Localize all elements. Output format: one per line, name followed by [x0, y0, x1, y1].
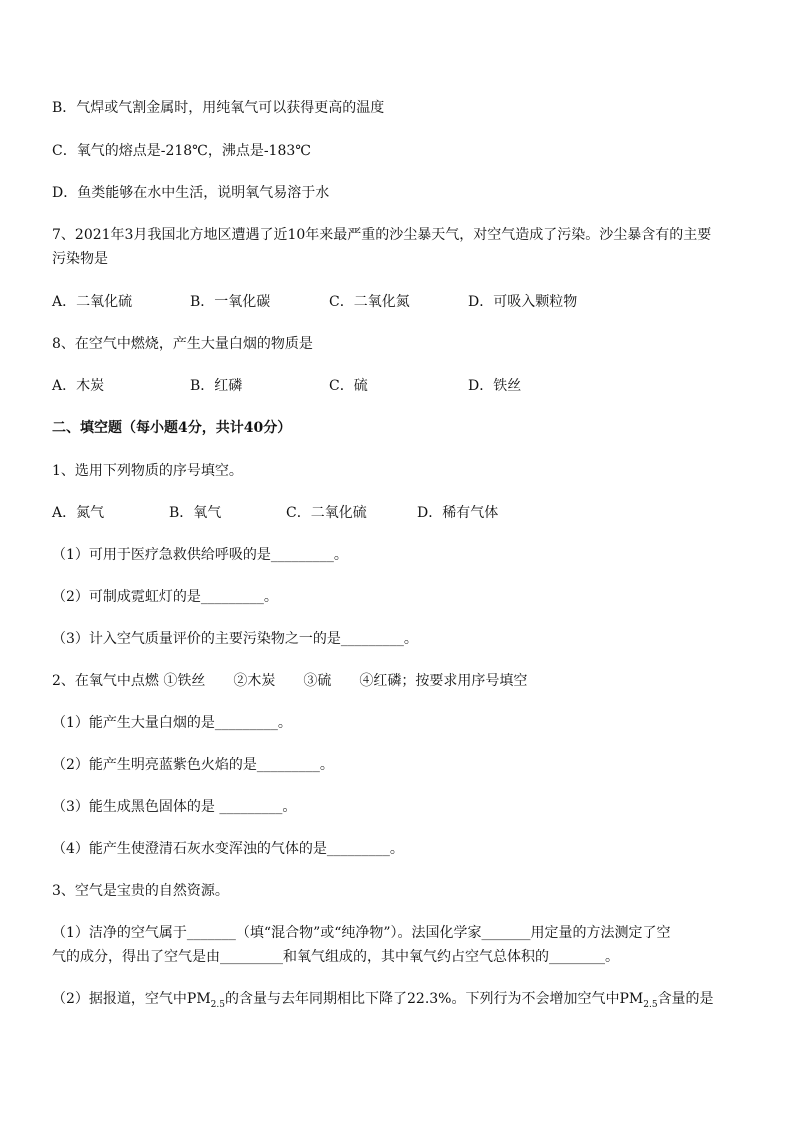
- fill2-sub3: （3）能生成黑色固体的是 _________。: [52, 799, 297, 815]
- fill1-stem: 1、选用下列物质的序号填空。: [52, 463, 243, 479]
- q8-option-d: D．铁丝: [468, 378, 522, 394]
- fill3-sub1-line2: 气的成分，得出了空气是由_________和氧气组成的，其中氧气约占空气总体积的________。: [52, 949, 619, 965]
- fill3-sub2-part1: （2）据报道，空气中PM: [52, 991, 211, 1007]
- fill1-sub2: （2）可制成霓虹灯的是_________。: [52, 589, 278, 605]
- fill1-sub3: （3）计入空气质量评价的主要污染物之一的是_________。: [52, 631, 418, 647]
- q8-option-a: A．木炭: [52, 378, 105, 394]
- fill1-option-a: A．氮气: [52, 505, 105, 521]
- prev-question-option-c: C．氧气的熔点是-218℃，沸点是-183℃: [52, 143, 311, 159]
- q7-option-d: D．可吸入颗粒物: [468, 294, 578, 310]
- fill1-option-d: D．稀有气体: [417, 505, 499, 521]
- q7-option-a: A．二氧化硫: [52, 294, 133, 310]
- q7-options: [52, 292, 754, 312]
- q8-options: [52, 376, 754, 396]
- q7-stem-line1: 7、2021年3月我国北方地区遭遇了近10年来最严重的沙尘暴天气，对空气造成了污染。沙尘暴含有的主要: [52, 227, 712, 243]
- q7-stem-line2: 污染物是: [52, 251, 108, 267]
- fill3-sub2: [52, 989, 754, 1009]
- fill3-stem: 3、空气是宝贵的自然资源。: [52, 883, 229, 899]
- prev-question-option-d: D．鱼类能够在水中生活，说明氧气易溶于水: [52, 185, 330, 201]
- q7-option-c: C．二氧化氮: [329, 294, 410, 310]
- q8-option-c: C．硫: [329, 378, 368, 394]
- fill2-sub4: （4）能产生使澄清石灰水变浑浊的气体的是_________。: [52, 841, 404, 857]
- fill1-option-c: C．二氧化硫: [286, 505, 367, 521]
- fill1-sub1: （1）可用于医疗急救供给呼吸的是_________。: [52, 547, 348, 563]
- fill1-options: [52, 503, 754, 523]
- q8-stem: 8、在空气中燃烧，产生大量白烟的物质是: [52, 336, 313, 352]
- q7-option-b: B．一氧化碳: [190, 294, 271, 310]
- fill3-sub2-part2: 的含量与去年同期相比下降了22.3%。下列行为不会增加空气中PM: [225, 991, 644, 1007]
- q8-option-b: B．红磷: [190, 378, 243, 394]
- fill2-sub2: （2）能产生明亮蓝紫色火焰的是_________。: [52, 757, 334, 773]
- fill3-sub2-subscript2: 2.5: [643, 999, 658, 1010]
- fill1-option-b: B．氧气: [169, 505, 222, 521]
- fill3-sub2-subscript1: 2.5: [210, 999, 225, 1010]
- prev-question-option-b: B．气焊或气割金属时，用纯氧气可以获得更高的温度: [52, 100, 385, 116]
- fill2-sub1: （1）能产生大量白烟的是_________。: [52, 715, 292, 731]
- fill2-stem: 2、在氧气中点燃 ①铁丝 ②木炭 ③硫 ④红磷；按要求用序号填空: [52, 673, 528, 689]
- fill3-sub2-part3: 含量的是: [657, 991, 714, 1007]
- fill3-sub1-line1: （1）洁净的空气属于_______（填“混合物”或“纯净物”）。法国化学家_______用定量的方法测定了空: [52, 925, 671, 941]
- section2-title: 二、填空题（每小题4分，共计40分）: [52, 420, 292, 436]
